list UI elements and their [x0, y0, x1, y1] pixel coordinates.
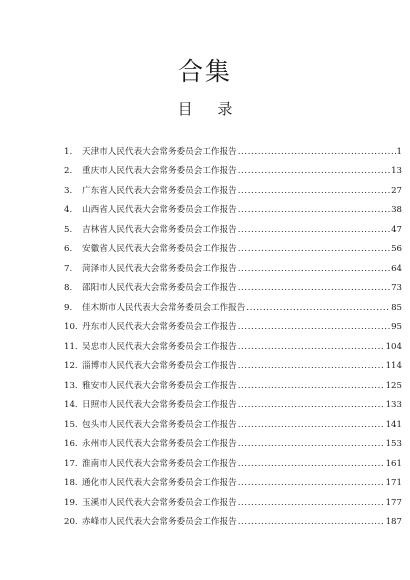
toc-entry-title: 吉林省人民代表大会常务委员会工作报告 — [82, 224, 237, 235]
toc-entry[interactable] — [64, 509, 402, 529]
toc-entry-title: 吴忠市人民代表大会常务委员会工作报告 — [82, 341, 237, 352]
toc-entry-title: 丹东市人民代表大会常务委员会工作报告 — [82, 322, 237, 332]
toc-entry-number: 19. — [64, 497, 78, 508]
table-of-contents — [64, 138, 402, 528]
toc-entry-page: 47 — [391, 224, 402, 235]
toc-entry-title: 通化市人民代表大会常务委员会工作报告 — [82, 478, 237, 488]
toc-dot-leader — [238, 342, 385, 353]
toc-entry-title: 菏泽市人民代表大会常务委员会工作报告 — [82, 263, 237, 274]
toc-entry-title: 雅安市人民代表大会常务委员会工作报告 — [82, 380, 237, 391]
toc-entry-number: 10. — [64, 322, 78, 332]
toc-entry-number: 2. — [64, 166, 73, 176]
toc-entry[interactable] — [64, 411, 402, 431]
toc-dot-leader — [238, 381, 385, 392]
toc-entry-number: 11. — [64, 341, 78, 352]
toc-entry[interactable] — [64, 431, 402, 451]
toc-entry-title: 邵阳市人民代表大会常务委员会工作报告 — [82, 283, 237, 293]
toc-entry[interactable] — [64, 372, 402, 392]
toc-dot-leader — [238, 244, 390, 255]
toc-entry-number: 3. — [64, 185, 73, 196]
toc-entry-page: 27 — [391, 185, 402, 196]
toc-entry-number: 13. — [64, 380, 78, 391]
toc-entry-number: 9. — [64, 302, 73, 313]
toc-dot-leader — [238, 361, 385, 372]
toc-entry-page: 85 — [391, 302, 402, 313]
toc-dot-leader — [238, 400, 385, 411]
document-title: 合集 — [177, 57, 232, 86]
toc-entry-page: 13 — [391, 166, 402, 176]
toc-dot-leader — [238, 498, 385, 509]
toc-entry-number: 6. — [64, 244, 73, 254]
toc-entry-number: 17. — [64, 458, 78, 469]
toc-dot-leader — [238, 166, 390, 177]
toc-entry[interactable] — [64, 236, 402, 256]
toc-entry-page: 56 — [391, 244, 402, 254]
toc-entry-page: 64 — [391, 263, 402, 274]
toc-entry[interactable] — [64, 216, 402, 236]
toc-dot-leader — [238, 186, 390, 197]
toc-entry-page: 125 — [385, 380, 402, 391]
toc-entry[interactable] — [64, 177, 402, 197]
toc-entry-number: 8. — [64, 283, 73, 293]
toc-entry-title: 永州市人民代表大会常务委员会工作报告 — [82, 439, 237, 449]
toc-entry-title: 日照市人民代表大会常务委员会工作报告 — [82, 400, 237, 410]
toc-entry-page: 177 — [385, 497, 402, 508]
toc-entry-title: 淮南市人民代表大会常务委员会工作报告 — [82, 458, 237, 469]
toc-dot-leader — [246, 303, 390, 314]
toc-entry-title: 玉溪市人民代表大会常务委员会工作报告 — [82, 497, 237, 508]
toc-entry-page: 95 — [391, 322, 402, 332]
toc-dot-leader — [238, 322, 390, 333]
toc-entry[interactable] — [64, 255, 402, 275]
toc-entry-title: 天津市人民代表大会常务委员会工作报告 — [82, 146, 237, 157]
toc-entry-page: 133 — [385, 400, 402, 410]
toc-entry-number: 15. — [64, 419, 78, 430]
toc-dot-leader — [238, 439, 385, 450]
toc-entry[interactable] — [64, 275, 402, 295]
toc-entry-title: 重庆市人民代表大会常务委员会工作报告 — [82, 166, 237, 176]
toc-entry-page: 141 — [385, 419, 402, 430]
toc-entry[interactable] — [64, 158, 402, 178]
toc-entry[interactable] — [64, 450, 402, 470]
toc-dot-leader — [238, 459, 385, 470]
toc-entry-title: 佳木斯市人民代表大会常务委员会工作报告 — [82, 302, 246, 313]
toc-entry[interactable] — [64, 470, 402, 490]
toc-entry-title: 广东省人民代表大会常务委员会工作报告 — [82, 185, 237, 196]
toc-dot-leader — [238, 420, 385, 431]
toc-entry-number: 5. — [64, 224, 73, 235]
toc-entry-number: 16. — [64, 439, 78, 449]
toc-entry[interactable] — [64, 353, 402, 373]
toc-entry-page: 104 — [385, 341, 402, 352]
toc-entry[interactable] — [64, 333, 402, 353]
toc-dot-leader — [238, 517, 385, 528]
toc-entry-number: 14. — [64, 400, 78, 410]
toc-entry-number: 1. — [64, 146, 73, 157]
toc-entry[interactable] — [64, 489, 402, 509]
toc-entry-title: 山西省人民代表大会常务委员会工作报告 — [82, 205, 237, 215]
toc-dot-leader — [238, 478, 385, 489]
toc-entry-page: 38 — [391, 205, 402, 215]
toc-entry-page: 1 — [396, 146, 402, 157]
toc-entry-page: 73 — [391, 283, 402, 293]
toc-entry-title: 赤峰市人民代表大会常务委员会工作报告 — [82, 517, 237, 527]
toc-dot-leader — [238, 147, 396, 158]
toc-dot-leader — [238, 225, 390, 236]
toc-entry-page: 171 — [385, 478, 402, 488]
toc-entry[interactable] — [64, 138, 402, 158]
toc-entry-title: 淄博市人民代表大会常务委员会工作报告 — [82, 361, 237, 371]
toc-heading: 目 录 — [177, 100, 243, 118]
toc-entry[interactable] — [64, 314, 402, 334]
toc-entry-page: 161 — [385, 458, 402, 469]
toc-entry-title: 包头市人民代表大会常务委员会工作报告 — [82, 419, 237, 430]
toc-entry-number: 12. — [64, 361, 78, 371]
toc-entry[interactable] — [64, 197, 402, 217]
toc-entry-number: 4. — [64, 205, 73, 215]
toc-entry-number: 20. — [64, 517, 78, 527]
toc-entry-title: 安徽省人民代表大会常务委员会工作报告 — [82, 244, 237, 254]
toc-entry[interactable] — [64, 392, 402, 412]
toc-entry-number: 7. — [64, 263, 73, 274]
toc-dot-leader — [238, 205, 390, 216]
toc-entry[interactable] — [64, 294, 402, 314]
toc-entry-page: 114 — [385, 361, 402, 371]
toc-entry-page: 187 — [385, 517, 402, 527]
toc-dot-leader — [238, 264, 390, 275]
toc-entry-page: 153 — [385, 439, 402, 449]
toc-entry-number: 18. — [64, 478, 78, 488]
toc-dot-leader — [238, 283, 390, 294]
